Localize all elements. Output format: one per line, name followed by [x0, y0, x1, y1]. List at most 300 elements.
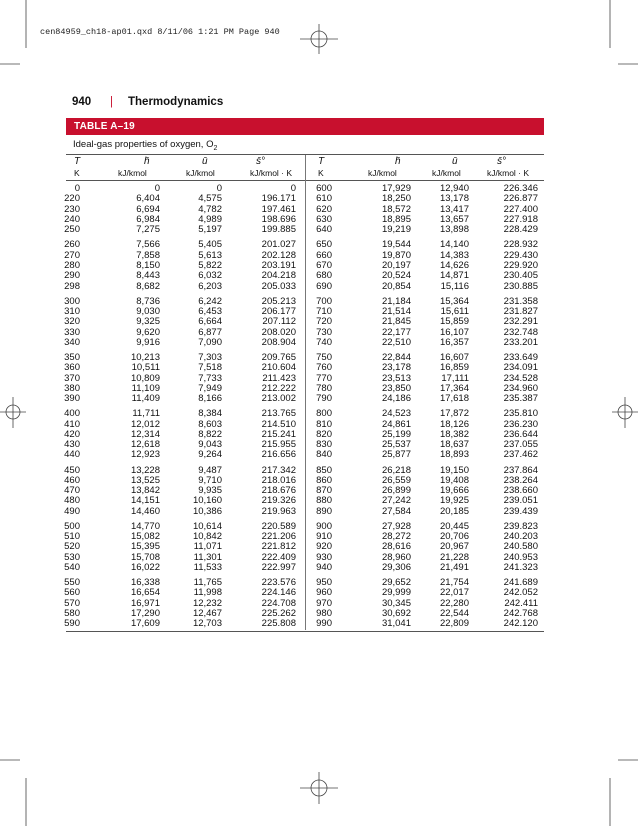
- table-cell: 234.960: [503, 382, 538, 394]
- table-cell: 0: [216, 183, 222, 194]
- table-cell: 870: [316, 485, 332, 497]
- table-cell: 9,487: [198, 464, 222, 476]
- table-cell: 7,090: [198, 336, 222, 348]
- table-cell: 16,859: [439, 362, 469, 374]
- table-cell: 23,850: [381, 382, 411, 394]
- table-cell: 12,314: [130, 428, 160, 440]
- table-cell: 860: [316, 474, 332, 486]
- table-cell: 18,572: [381, 203, 411, 215]
- table-cell: 27,584: [381, 505, 411, 517]
- table-cell: 223.576: [261, 577, 296, 589]
- table-cell: 237.864: [503, 464, 538, 476]
- table-cell: 236.230: [503, 418, 538, 430]
- table-cell: 13,657: [439, 213, 469, 225]
- table-cell: 12,940: [439, 183, 469, 194]
- table-cell: 11,765: [193, 577, 222, 589]
- table-cell: 8,150: [136, 259, 160, 271]
- table-cell: 940: [316, 562, 332, 573]
- table-cell: 8,384: [198, 408, 222, 420]
- table-cell: 420: [64, 428, 80, 440]
- table-cell: 198.696: [261, 213, 296, 225]
- table-cell: 9,620: [136, 326, 160, 338]
- table-cell: 206.177: [261, 305, 296, 317]
- table-cell: 13,842: [130, 485, 160, 497]
- table-cell: 370: [64, 372, 80, 384]
- table-cell: 700: [316, 295, 332, 307]
- caption-text: Ideal-gas properties of oxygen, O: [73, 139, 214, 150]
- table-cell: 980: [316, 608, 332, 619]
- table-cell: 7,275: [136, 224, 160, 236]
- table-cell: 16,357: [439, 336, 469, 348]
- table-cell: 15,611: [440, 305, 469, 317]
- table-cell: 15,082: [130, 531, 160, 543]
- table-cell: 7,858: [136, 249, 160, 261]
- table-cell: 230: [64, 203, 80, 215]
- table-label-bar: TABLE A–19: [66, 118, 544, 135]
- table-cell: 6,453: [198, 305, 222, 317]
- table-cell: 25,199: [381, 428, 411, 440]
- table-cell: 16,971: [130, 597, 160, 609]
- table-cell: 20,445: [439, 520, 469, 532]
- table-cell: 15,395: [130, 541, 160, 553]
- table-cell: 10,511: [131, 362, 160, 374]
- table-cell: 17,618: [439, 393, 469, 405]
- table-cell: 19,544: [381, 239, 411, 251]
- table-cell: 17,609: [130, 618, 160, 630]
- table-cell: 8,166: [198, 393, 222, 405]
- table-cell: 221.206: [261, 531, 296, 543]
- table-cell: 298: [64, 280, 80, 292]
- column-unit: K: [318, 168, 324, 178]
- table-cell: 231.827: [503, 305, 538, 317]
- table-cell: 18,382: [439, 428, 469, 440]
- table-cell: 237.462: [503, 449, 538, 461]
- table-cell: 740: [316, 336, 332, 348]
- table-cell: 209.765: [261, 351, 296, 363]
- table-cell: 224.146: [261, 587, 296, 599]
- table-cell: 11,109: [131, 382, 160, 394]
- table-cell: 228.429: [503, 224, 538, 236]
- table-cell: 690: [316, 280, 332, 292]
- table-cell: 6,242: [198, 295, 222, 307]
- table-cell: 236.644: [503, 428, 538, 440]
- table-cell: 24,523: [381, 408, 411, 420]
- table-cell: 240: [64, 213, 80, 225]
- table-cell: 205.213: [261, 295, 296, 307]
- table-cell: 21,514: [381, 305, 411, 317]
- table-cell: 29,999: [381, 587, 411, 599]
- table-cell: 18,637: [439, 439, 469, 451]
- table-cell: 232.748: [503, 326, 538, 338]
- table-cell: 234.528: [503, 372, 538, 384]
- table-cell: 16,107: [439, 326, 469, 338]
- table-cell: 590: [64, 618, 80, 630]
- column-symbol: T: [318, 156, 325, 167]
- table-cell: 242.052: [503, 587, 538, 599]
- table-cell: 211.423: [262, 372, 296, 384]
- table-cell: 235.810: [503, 408, 538, 420]
- table-cell: 460: [64, 474, 80, 486]
- table-cell: 14,626: [439, 259, 469, 271]
- table-cell: 15,364: [439, 295, 469, 307]
- table-cell: 6,984: [136, 213, 160, 225]
- table-cell: 7,303: [198, 351, 222, 363]
- table-cell: 30,345: [381, 597, 411, 609]
- table-cell: 11,409: [131, 393, 160, 405]
- table-cell: 480: [64, 495, 80, 507]
- table-cell: 240.953: [503, 551, 538, 563]
- page-number: 940: [72, 96, 92, 108]
- table-cell: 730: [316, 326, 332, 338]
- table-cell: 9,030: [136, 305, 160, 317]
- table-cell: 8,603: [198, 418, 222, 430]
- table-cell: 6,694: [136, 203, 160, 215]
- table-cell: 16,654: [130, 587, 160, 599]
- table-cell: 9,916: [136, 336, 160, 348]
- table-cell: 7,518: [198, 362, 222, 374]
- table-cell: 201.027: [261, 239, 296, 251]
- page-separator: |: [110, 96, 113, 108]
- table-cell: 330: [64, 326, 80, 338]
- table-cell: 10,213: [130, 351, 160, 363]
- table-cell: 212.222: [261, 382, 296, 394]
- table-cell: 196.171: [261, 193, 296, 205]
- table-cell: 12,232: [192, 597, 222, 609]
- table-cell: 18,895: [381, 213, 411, 225]
- table-cell: 400: [64, 408, 80, 420]
- table-cell: 6,664: [198, 316, 222, 328]
- table-cell: 520: [64, 541, 80, 553]
- table-cell: 10,842: [192, 531, 222, 543]
- table-cell: 21,491: [439, 562, 469, 573]
- table-cell: 12,618: [130, 439, 160, 451]
- table-cell: 232.291: [503, 316, 538, 328]
- table-cell: 960: [316, 587, 332, 599]
- table-cell: 226.346: [503, 183, 538, 194]
- table-cell: 20,854: [381, 280, 411, 292]
- column-symbol: T: [74, 156, 81, 167]
- table-cell: 20,967: [439, 541, 469, 553]
- table-cell: 14,770: [130, 520, 160, 532]
- table-cell: 238.660: [503, 485, 538, 497]
- table-cell: 0: [74, 183, 80, 194]
- table-cell: 241.323: [503, 562, 538, 573]
- table-cell: 10,160: [192, 495, 222, 507]
- table-cell: 8,822: [198, 428, 222, 440]
- table-cell: 490: [64, 505, 80, 517]
- table-cell: 650: [316, 239, 332, 251]
- table-cell: 224.708: [261, 597, 296, 609]
- table-cell: 19,219: [381, 224, 411, 236]
- table-cell: 22,280: [439, 597, 469, 609]
- table-cell: 9,710: [198, 474, 222, 486]
- table-cell: 820: [316, 428, 332, 440]
- table-cell: 215.955: [261, 439, 296, 451]
- table-cell: 990: [316, 618, 332, 630]
- table-bottom-rule: [66, 631, 544, 632]
- table-cell: 10,614: [192, 520, 222, 532]
- column-unit: kJ/kmol: [368, 168, 397, 178]
- table-cell: 5,613: [198, 249, 222, 261]
- table-cell: 239.439: [503, 505, 538, 517]
- table-cell: 610: [316, 193, 332, 205]
- table-cell: 21,228: [439, 551, 469, 563]
- table-cell: 17,290: [130, 608, 160, 619]
- table-cell: 218.676: [261, 485, 296, 497]
- table-cell: 6,032: [198, 270, 222, 282]
- table-cell: 197.461: [261, 203, 296, 215]
- table-cell: 241.689: [503, 577, 538, 589]
- caption-subscript: 2: [213, 144, 218, 152]
- table-cell: 970: [316, 597, 332, 609]
- table-cell: 620: [316, 203, 332, 215]
- table-caption: [73, 139, 217, 152]
- table-cell: 23,178: [381, 362, 411, 374]
- column-symbol: s̄°: [256, 156, 265, 167]
- table-cell: 27,928: [381, 520, 411, 532]
- table-cell: 4,575: [198, 193, 222, 205]
- column-symbol: s̄°: [497, 156, 506, 167]
- table-cell: 390: [64, 393, 80, 405]
- table-cell: 710: [316, 305, 332, 317]
- table-cell: 310: [64, 305, 80, 317]
- table-cell: 216.656: [261, 449, 296, 461]
- column-unit: K: [74, 168, 80, 178]
- page-heading: [72, 96, 223, 108]
- table-cell: 0: [290, 183, 296, 194]
- table-cell: 11,301: [193, 551, 222, 563]
- table-cell: 219.326: [261, 495, 296, 507]
- table-cell: 16,338: [130, 577, 160, 589]
- table-cell: 30,692: [381, 608, 411, 619]
- table-cell: 218.016: [261, 474, 296, 486]
- table-cell: 8,736: [136, 295, 160, 307]
- table-cell: 225.808: [261, 618, 296, 630]
- table-cell: 14,383: [439, 249, 469, 261]
- table-cell: 28,272: [381, 531, 411, 543]
- table-cell: 18,893: [439, 449, 469, 461]
- table-cell: 242.411: [504, 597, 538, 609]
- table-cell: 9,325: [136, 316, 160, 328]
- table-cell: 5,197: [198, 224, 222, 236]
- table-cell: 220.589: [261, 520, 296, 532]
- table-cell: 242.120: [503, 618, 538, 630]
- table-cell: 199.885: [261, 224, 296, 236]
- table-cell: 890: [316, 505, 332, 517]
- table-cell: 7,566: [136, 239, 160, 251]
- table-cell: 430: [64, 439, 80, 451]
- table-cell: 20,524: [381, 270, 411, 282]
- table-cell: 230.885: [503, 280, 538, 292]
- table-cell: 5,405: [198, 239, 222, 251]
- table-cell: 9,264: [198, 449, 222, 461]
- table-cell: 19,666: [439, 485, 469, 497]
- table-cell: 19,870: [381, 249, 411, 261]
- table-cell: 14,460: [130, 505, 160, 517]
- table-cell: 22,544: [439, 608, 469, 619]
- table-cell: 202.128: [261, 249, 296, 261]
- table-cell: 5,822: [198, 259, 222, 271]
- table-cell: 410: [64, 418, 80, 430]
- table-cell: 205.033: [261, 280, 296, 292]
- table-cell: 550: [64, 577, 80, 589]
- table-cell: 21,754: [439, 577, 469, 589]
- table-cell: 28,960: [381, 551, 411, 563]
- table-cell: 21,845: [381, 316, 411, 328]
- table-cell: 228.932: [503, 239, 538, 251]
- table-cell: 0: [154, 183, 160, 194]
- table-cell: 24,861: [381, 418, 411, 430]
- table-cell: 208.020: [261, 326, 296, 338]
- table-cell: 950: [316, 577, 332, 589]
- table-cell: 20,706: [439, 531, 469, 543]
- table-cell: 9,043: [198, 439, 222, 451]
- table-cell: 11,998: [193, 587, 222, 599]
- table-cell: 13,417: [439, 203, 469, 215]
- column-symbol: ū: [202, 156, 208, 167]
- table-cell: 270: [64, 249, 80, 261]
- table-cell: 231.358: [503, 295, 538, 307]
- table-cell: 240.580: [503, 541, 538, 553]
- column-symbol: h̄: [395, 156, 401, 167]
- table-cell: 220: [64, 193, 80, 205]
- table-cell: 239.823: [503, 520, 538, 532]
- table-cell: 450: [64, 464, 80, 476]
- table-cell: 214.510: [261, 418, 296, 430]
- table-cell: 11,533: [193, 562, 222, 573]
- table-cell: 19,150: [439, 464, 469, 476]
- table-cell: 810: [316, 418, 332, 430]
- table-cell: 660: [316, 249, 332, 261]
- table-cell: 21,184: [381, 295, 411, 307]
- table-cell: 580: [64, 608, 80, 619]
- table-cell: 15,859: [439, 316, 469, 328]
- table-cell: 19,925: [439, 495, 469, 507]
- table-cell: 8,682: [136, 280, 160, 292]
- table-cell: 470: [64, 485, 80, 497]
- table-cell: 920: [316, 541, 332, 553]
- table-cell: 221.812: [261, 541, 296, 553]
- table-cell: 13,178: [439, 193, 469, 205]
- table-cell: 790: [316, 393, 332, 405]
- table-cell: 13,525: [130, 474, 160, 486]
- table-cell: 500: [64, 520, 80, 532]
- table-cell: 20,197: [381, 259, 411, 271]
- table-cell: 830: [316, 439, 332, 451]
- table-cell: 15,708: [130, 551, 160, 563]
- table-cell: 14,151: [130, 495, 160, 507]
- table-cell: 25,537: [381, 439, 411, 451]
- table-cell: 750: [316, 351, 332, 363]
- table-cell: 630: [316, 213, 332, 225]
- table-cell: 12,467: [192, 608, 222, 619]
- table-cell: 360: [64, 362, 80, 374]
- table-cell: 4,782: [198, 203, 222, 215]
- table-cell: 225.262: [261, 608, 296, 619]
- table-cell: 14,140: [439, 239, 469, 251]
- table-cell: 23,513: [381, 372, 411, 384]
- table-cell: 760: [316, 362, 332, 374]
- table-cell: 18,250: [381, 193, 411, 205]
- table-cell: 10,809: [130, 372, 160, 384]
- table-cell: 380: [64, 382, 80, 394]
- table-cell: 235.387: [503, 393, 538, 405]
- book-title: Thermodynamics: [128, 96, 224, 108]
- table-cell: 350: [64, 351, 80, 363]
- table-cell: 12,012: [130, 418, 160, 430]
- table-cell: 770: [316, 372, 332, 384]
- table-cell: 6,203: [198, 280, 222, 292]
- table-cell: 670: [316, 259, 332, 271]
- table-cell: 226.877: [503, 193, 538, 205]
- table-cell: 17,364: [439, 382, 469, 394]
- table-cell: 880: [316, 495, 332, 507]
- table-cell: 7,949: [198, 382, 222, 394]
- table-cell: 230.405: [503, 270, 538, 282]
- table-cell: 22,017: [439, 587, 469, 599]
- table-cell: 213.765: [261, 408, 296, 420]
- table-cell: 227.918: [503, 213, 538, 225]
- table-cell: 12,923: [130, 449, 160, 461]
- table-cell: 219.963: [261, 505, 296, 517]
- table-cell: 6,877: [198, 326, 222, 338]
- table-cell: 18,126: [439, 418, 469, 430]
- table-cell: 12,703: [192, 618, 222, 630]
- table-cell: 208.904: [261, 336, 296, 348]
- table-cell: 26,559: [381, 474, 411, 486]
- table-cell: 25,877: [381, 449, 411, 461]
- table-cell: 640: [316, 224, 332, 236]
- table-cell: 27,242: [381, 495, 411, 507]
- table-cell: 13,228: [130, 464, 160, 476]
- column-symbol: h̄: [144, 156, 150, 167]
- table-cell: 280: [64, 259, 80, 271]
- table-cell: 204.218: [261, 270, 296, 282]
- table-cell: 229.430: [503, 249, 538, 261]
- table-cell: 780: [316, 382, 332, 394]
- table-cell: 340: [64, 336, 80, 348]
- table-cell: 260: [64, 239, 80, 251]
- table-cell: 850: [316, 464, 332, 476]
- table-cell: 840: [316, 449, 332, 461]
- column-unit: kJ/kmol: [118, 168, 147, 178]
- table-cell: 17,111: [441, 372, 469, 384]
- table-cell: 22,844: [381, 351, 411, 363]
- table-cell: 930: [316, 551, 332, 563]
- column-unit: kJ/kmol · K: [487, 168, 530, 178]
- table-cell: 22,177: [381, 326, 411, 338]
- table-cell: 320: [64, 316, 80, 328]
- table-cell: 227.400: [503, 203, 538, 215]
- table-cell: 26,218: [381, 464, 411, 476]
- table-cell: 570: [64, 597, 80, 609]
- column-unit: kJ/kmol · K: [250, 168, 293, 178]
- table-cell: 17,872: [439, 408, 469, 420]
- table-cell: 233.201: [503, 336, 538, 348]
- table-cell: 530: [64, 551, 80, 563]
- table-cell: 600: [316, 183, 332, 194]
- table-cell: 19,408: [439, 474, 469, 486]
- table-cell: 14,871: [439, 270, 469, 282]
- table-cell: 910: [316, 531, 332, 543]
- table-cell: 233.649: [503, 351, 538, 363]
- table-cell: 240.203: [503, 531, 538, 543]
- table-cell: 10,386: [192, 505, 222, 517]
- table-cell: 217.342: [261, 464, 296, 476]
- table-cell: 680: [316, 270, 332, 282]
- table-cell: 26,899: [381, 485, 411, 497]
- table-cell: 510: [64, 531, 80, 543]
